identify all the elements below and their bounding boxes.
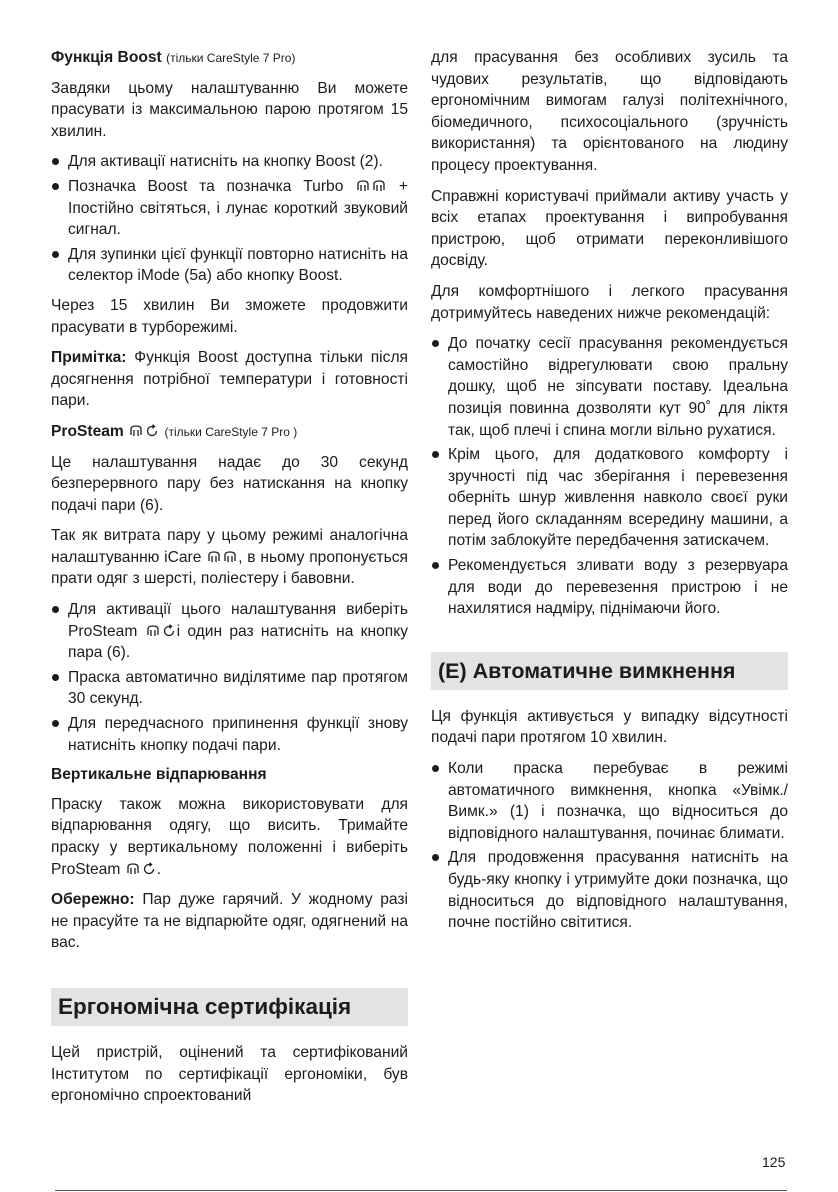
left-column [51,47,408,1116]
list-item: Коли праска перебуває в режимі автоматичного вимкнення, кнопка «Увімк./Вимк.» (1) і позначка, що відноситься до відповідного налаштування, починає блимати. [431,758,788,844]
page-number: 125 [762,1154,786,1170]
list-item: Для активації натисніть на кнопку Boost (2). [51,151,408,173]
continuous-icon [162,624,176,638]
boost-note: Примітка: Функція Boost доступна тільки після досягнення потрібної температури і готовності пари. [51,349,408,410]
list-item: Крім цього, для додаткового комфорту і зручності під час зберігання і перевезення оберніть шнур живлення навколо своєї руки перед його складанням всередину машини, а потім заблокуйте передбачення затискачем. [431,444,788,552]
ergonomic-certification-heading: Ергономічна сертифікація [51,988,408,1026]
right-column [431,47,788,942]
prosteam-list [51,599,408,756]
continuous-icon [145,424,159,438]
list-item: Рекомендується зливати воду з резервуара для води до перевезення пристрою і не нахилятися надміру, піднімаючи його. [431,555,788,620]
steam-icon [372,179,386,193]
list-item: Для передчасного припинення функції знову натисніть кнопку подачі пари. [51,713,408,756]
ergo-continued: для прасування без особливих зусиль та чудових результатів, що відповідають ергономічним вимогам галузі політехнічного, біомедичного, психосоціального (зручність використання) та орієнтованого на людину процесу проектування. [431,49,788,174]
prosteam-heading [51,421,408,444]
steam-icon [223,550,237,564]
boost-after: Через 15 хвилин Ви зможете продовжити прасувати в турборежимі. [51,296,408,336]
users-text: Справжні користувачі приймали активу участь у всіх етапах проектування і випробування пристрою, щоб отримати переконливішого досвіду. [431,187,788,270]
boost-title: Функція Boost [51,49,162,66]
footer-divider [55,1190,787,1191]
steam-icon [356,179,370,193]
prosteam-model-note: (тільки CareStyle 7 Pro ) [164,424,298,439]
auto-off-text: Ця функція активується у випадку відсутності подачі пари протягом 10 хвилин. [431,707,788,747]
boost-intro: Завдяки цьому налаштуванню Ви можете прасувати із максимальною парою протягом 15 хвилин. [51,79,408,140]
list-item: Для продовження прасування натисніть на будь-яку кнопку і утримуйте доки позначка, що відноситься до відповідного налаштування, почне постійно світитися. [431,847,788,933]
auto-off-heading: (E) Автоматичне вимкнення [431,652,788,690]
steam-icon [126,862,140,876]
comfort-text: Для комфортнішого і легкого прасування дотримуйтесь наведених нижче рекомендацій: [431,282,788,322]
list-item: До початку сесії прасування рекомендується самостійно відрегулювати свою пральну дошку, щоб не зіпсувати поставу. Ідеальна позиція повинна дозволяти кут 90˚ для ліктя так, щоб плечі і спина могли вільно рухатися. [431,333,788,441]
steam-icon [129,424,143,438]
ergo-text: Цей пристрій, оцінений та сертифікований Інститутом по сертифікації ергономіки, був ергономічно спроектований [51,1043,408,1105]
vertical-heading: Вертикальне відпарювання [51,766,267,784]
vertical-text: Праску також можна використовувати для відпарювання одягу, що висить. Тримайте праску у вертикальному положенні і виберіть ProSteam . [51,795,408,878]
prosteam-p2: Так як витрата пару у цьому режимі аналогічна налаштуванню iCare , в ньому пропонується прати одяг з шерсті, поліестеру і бавовни. [51,527,408,588]
prosteam-title: ProSteam [51,422,124,440]
boost-heading [51,47,408,70]
caution-text: Обережно: Пар дуже гарячий. У жодному разі не прасуйте та не відпарюйте одяг, одягнений на вас. [51,891,408,952]
steam-icon [146,624,160,638]
prosteam-p1: Це налаштування надає до 30 секунд безперервного пару без натискання на кнопку подачі пари (6). [51,453,408,514]
steam-icon [207,550,221,564]
list-item: Для активації цього налаштування виберіть ProSteam і один раз натисніть на кнопку пара (6). [51,599,408,664]
auto-off-list [431,758,788,934]
list-item: Для зупинки цієї функції повторно натисніть на селектор iMode (5a) або кнопку Boost. [51,244,408,287]
continuous-icon [142,862,156,876]
plus-sign: + [398,177,408,195]
boost-model-note: (тільки CareStyle 7 Pro) [166,51,296,65]
list-item: Позначка Boost та позначка Turbo + Іпостійно світяться, і лунає короткий звуковий сигнал. [51,176,408,241]
boost-list [51,151,408,287]
list-item: Праска автоматично виділятиме пар протягом 30 секунд. [51,667,408,710]
comfort-list [431,333,788,620]
